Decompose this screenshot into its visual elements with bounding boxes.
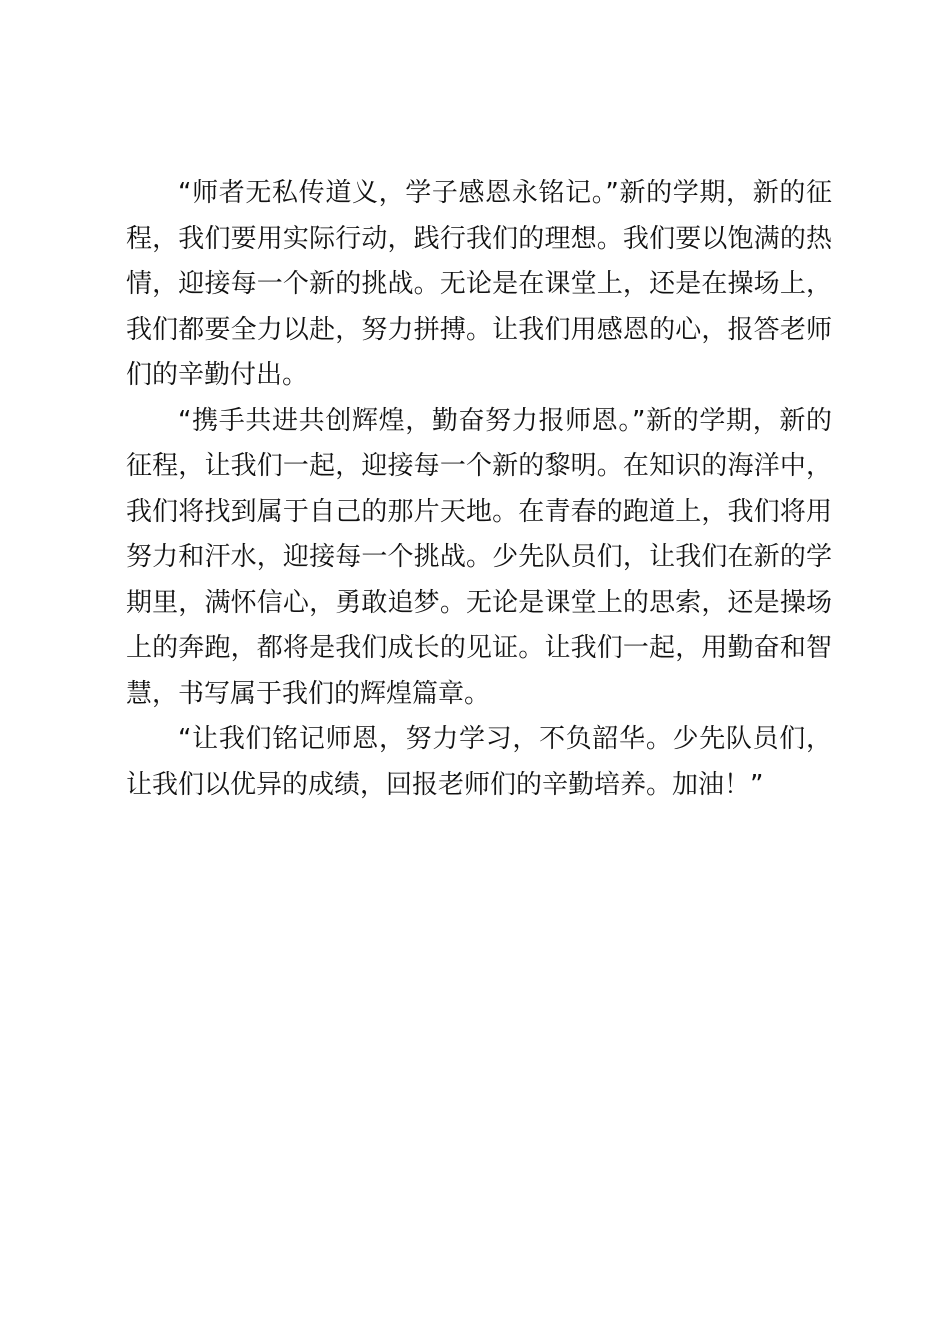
paragraph-2: “携手共进共创辉煌，勤奋努力报师恩。”新的学期，新的征程，让我们一起，迎接每一个新的黎明。在知识的海洋中，我们将找到属于自己的那片天地。在青春的跑道上，我们将用努力和汗水，迎接每一个挑战。少先队员们，让我们在新的学期里，满怀信心，勇敢追梦。无论是课堂上的思索，还是操场上的奔跑，都将是我们成长的见证。让我们一起，用勤奋和智慧，书写属于我们的辉煌篇章。 bbox=[126, 405, 832, 709]
paragraph-1: “师者无私传道义，学子感恩永铭记。”新的学期，新的征程，我们要用实际行动，践行我们的理想。我们要以饱满的热情，迎接每一个新的挑战。无论是在课堂上，还是在操场上，我们都要全力以赴，努力拼搏。让我们用感恩的心，报答老师们的辛勤付出。 bbox=[126, 178, 832, 390]
paragraph-3: “让我们铭记师恩，努力学习，不负韶华。少先队员们，让我们以优异的成绩，回报老师们的辛勤培养。加油！” bbox=[126, 724, 832, 800]
document-body bbox=[126, 171, 832, 808]
